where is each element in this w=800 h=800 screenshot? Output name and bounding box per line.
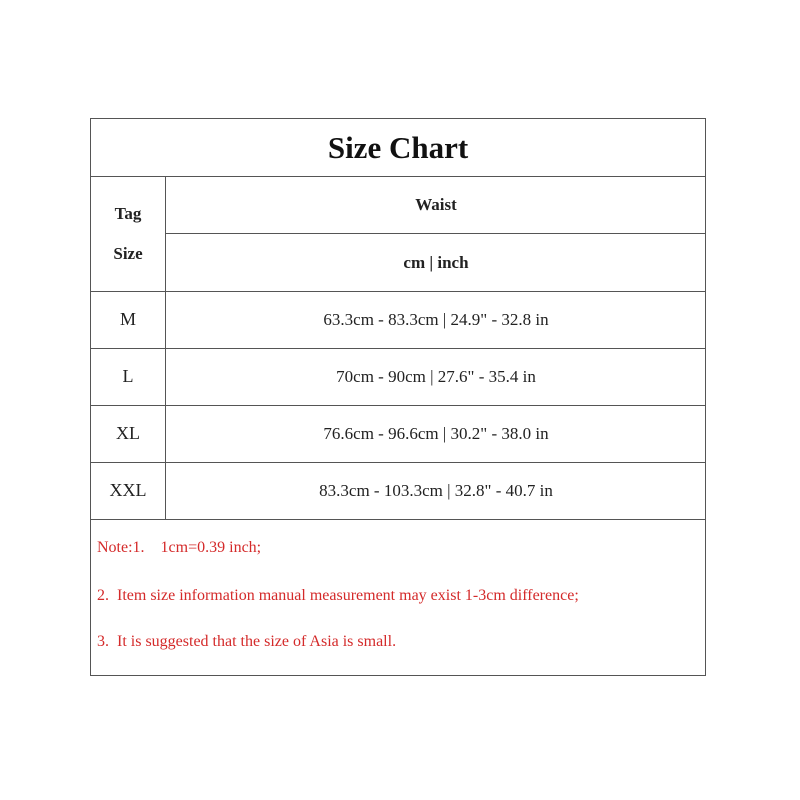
value-cell-xl: 76.6cm - 96.6cm | 30.2" - 38.0 in: [323, 423, 549, 443]
value-cell-m: 63.3cm - 83.3cm | 24.9" - 32.8 in: [323, 309, 549, 329]
tag-label: Tag: [114, 204, 142, 223]
note-1: Note:1. 1cm=0.39 inch;: [97, 539, 262, 556]
note-3: 3. It is suggested that the size of Asia is small.: [97, 633, 397, 650]
row-divider: [91, 519, 705, 520]
size-chart-table: [90, 118, 706, 676]
size-cell-xxl: XXL: [109, 480, 147, 500]
tag-size-header: [91, 177, 165, 291]
chart-title: Size Chart: [327, 129, 469, 165]
title-row: [91, 119, 705, 177]
size-cell-xl: XL: [116, 423, 140, 443]
value-cell-xxl: 83.3cm - 103.3cm | 32.8" - 40.7 in: [319, 480, 553, 500]
units-header: cm | inch: [403, 252, 469, 272]
value-cell-l: 70cm - 90cm | 27.6" - 35.4 in: [336, 366, 536, 386]
size-label: Size: [113, 244, 143, 263]
waist-header: Waist: [415, 195, 457, 214]
size-cell-l: L: [122, 366, 134, 386]
note-2: 2. Item size information manual measurement may exist 1-3cm difference;: [97, 587, 579, 604]
size-cell-m: M: [119, 309, 136, 329]
column-divider: [165, 177, 166, 519]
